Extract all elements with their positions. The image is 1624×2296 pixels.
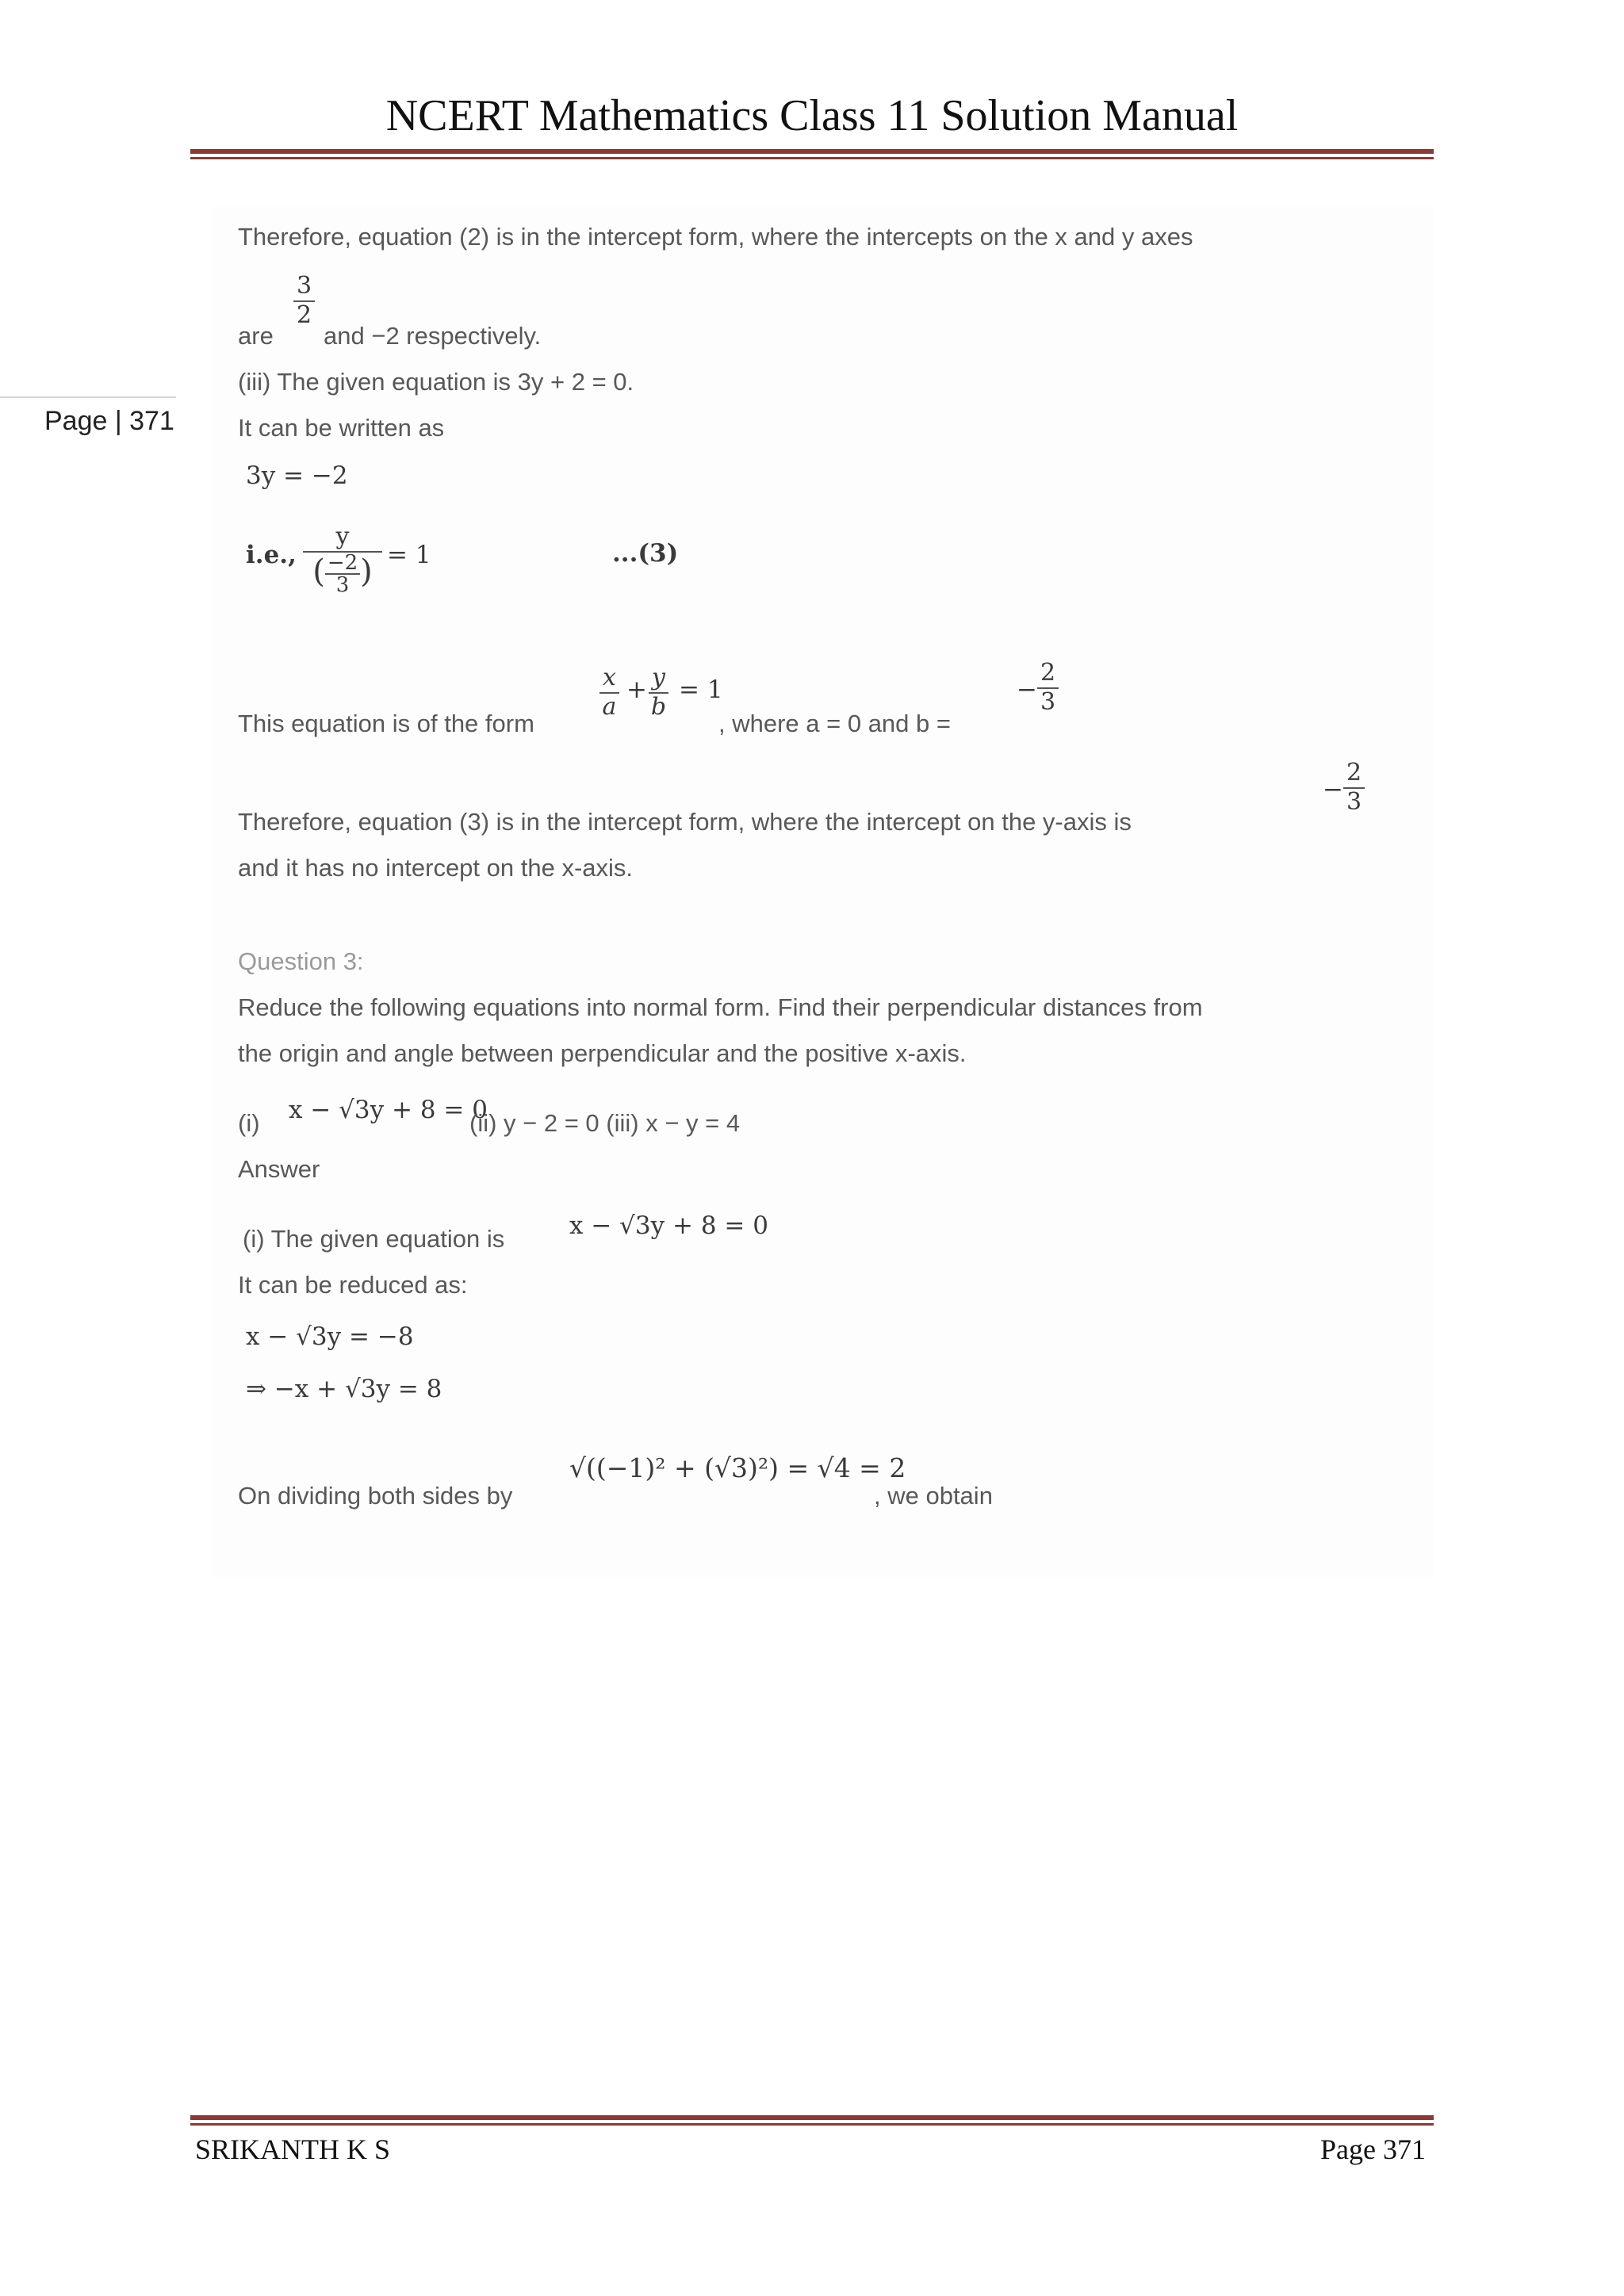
equation: √((−1)² + (√3)²) = √4 = 2 <box>569 1452 906 1483</box>
page-header-title: NCERT Mathematics Class 11 Solution Manual <box>385 91 1239 140</box>
text-line: , we obtain <box>874 1482 993 1510</box>
header-rule-thin <box>190 157 1434 159</box>
plus-sign: + <box>626 675 647 704</box>
text-line: On dividing both sides by <box>238 1482 513 1510</box>
fraction: $\frac{2}{3}$ <box>1343 760 1365 816</box>
text-line: the origin and angle between perpendicular and the positive x-axis. <box>238 1039 967 1067</box>
text-line: Therefore, equation (2) is in the intercept form, where the intercepts on the x and y axes <box>238 223 1193 251</box>
minus-sign: − <box>1323 775 1343 804</box>
fraction: $\frac{y}{b}$ <box>649 664 668 721</box>
side-divider <box>0 396 176 398</box>
footer-page-number: Page 371 <box>1320 2133 1426 2165</box>
text-line: Reduce the following equations into normal form. Find their perpendicular distances from <box>238 993 1203 1021</box>
equation: x − √3y + 8 = 0 <box>289 1096 488 1124</box>
text-line: and it has no intercept on the x-axis. <box>238 854 634 882</box>
text-line: It can be written as <box>238 414 445 442</box>
text-line: (iii) The given equation is 3y + 2 = 0. <box>238 368 634 396</box>
text-line: (i) The given equation is <box>243 1225 505 1253</box>
equation: x − √3y = −8 <box>246 1322 414 1351</box>
fraction: $\frac{2}{3}$ <box>1037 660 1059 716</box>
fraction: $\frac{3}{2}$ <box>293 273 315 329</box>
text-line: It can be reduced as: <box>238 1271 468 1299</box>
footer-rule-thin <box>190 2123 1434 2126</box>
footer-author: SRIKANTH K S <box>195 2133 391 2165</box>
equation-label: i.e., <box>246 541 297 569</box>
answer-label: Answer <box>238 1155 320 1183</box>
text-line: are <box>238 322 274 350</box>
scanned-content-area <box>213 206 1434 1578</box>
equation: ⇒ −x + √3y = 8 <box>246 1375 442 1403</box>
fraction: $\frac{x}{a}$ <box>599 664 619 721</box>
question-heading: Question 3: <box>238 947 364 975</box>
text-line: Therefore, equation (3) is in the intercept form, where the intercept on the y-axis is <box>238 808 1132 836</box>
equation-tag: ...(3) <box>612 539 679 568</box>
fraction: y ( $\frac{-2}{3}$ ) <box>303 523 382 595</box>
equation: = 1 <box>387 541 431 569</box>
footer-rule <box>190 2115 1434 2120</box>
header-rule <box>190 149 1434 154</box>
equation: = 1 <box>679 675 723 704</box>
text-line: , where a = 0 and b = <box>718 710 951 737</box>
text-line: This equation is of the form <box>238 710 534 737</box>
side-page-label: Page | 371 <box>44 406 174 436</box>
text-line: (i) <box>238 1109 260 1137</box>
text-line: (ii) y − 2 = 0 (iii) x − y = 4 <box>469 1109 741 1137</box>
equation: 3y = −2 <box>246 461 348 490</box>
minus-sign: − <box>1017 675 1037 704</box>
text-line: and −2 respectively. <box>324 322 542 350</box>
equation: x − √3y + 8 = 0 <box>569 1211 768 1240</box>
